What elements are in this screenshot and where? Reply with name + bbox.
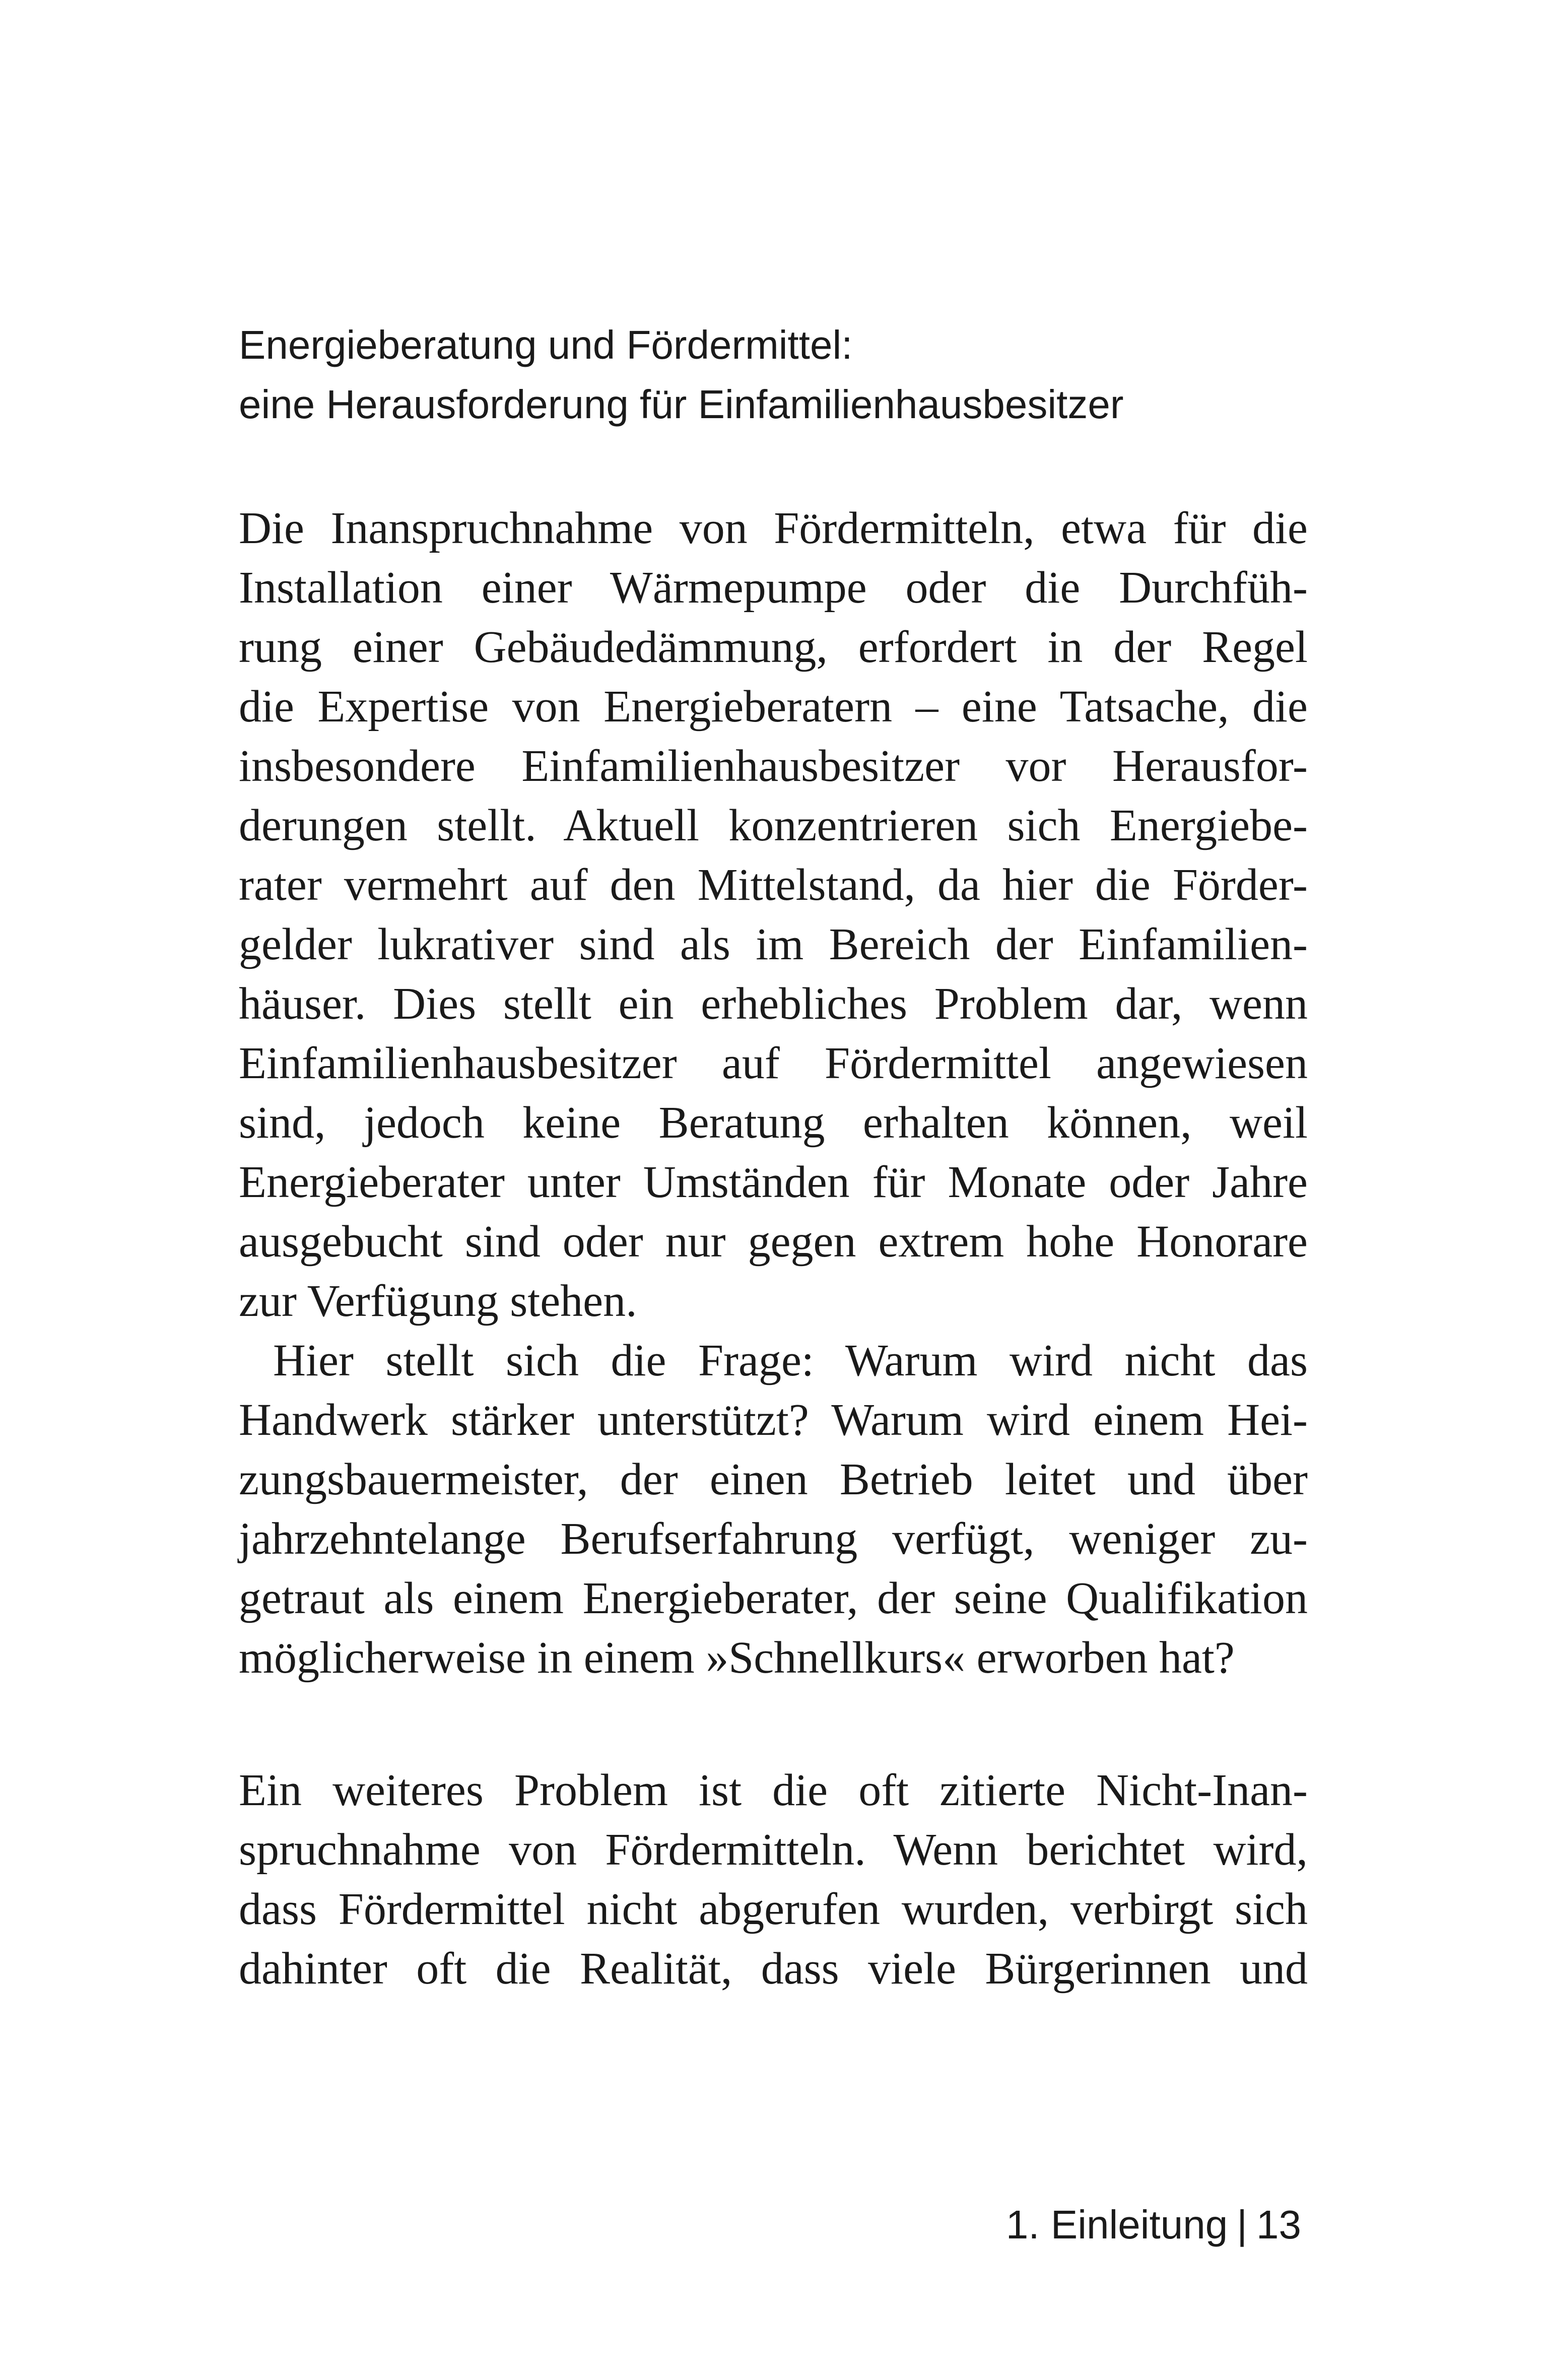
text-line: zur Verfügung stehen.	[239, 1276, 637, 1326]
text-line: gelder lukrativer sind als im Bereich der Einfamilien-	[239, 919, 1308, 969]
body-text-block-1	[239, 499, 1308, 1688]
chapter-label: 1. Einleitung	[1005, 2202, 1228, 2247]
page-footer	[856, 2200, 1301, 2250]
text-line: Einfamilienhausbesitzer auf Fördermittel angewiesen	[239, 1038, 1308, 1088]
text-line: häuser. Dies stellt ein erhebliches Problem dar, wenn	[239, 979, 1308, 1029]
page-number: 13	[1256, 2202, 1301, 2247]
section-heading	[239, 315, 1347, 434]
text-line: dahinter oft die Realität, dass viele Bürgerinnen und	[239, 1944, 1308, 1994]
text-line: spruchnahme von Fördermitteln. Wenn berichtet wird,	[239, 1825, 1308, 1875]
text-line: Die Inanspruchnahme von Fördermitteln, etwa für die	[239, 503, 1308, 553]
text-line: Handwerk stärker unterstützt? Warum wird einem Hei-	[239, 1395, 1308, 1445]
text-line: Energieberater unter Umständen für Monate oder Jahre	[239, 1157, 1308, 1207]
text-line: dass Fördermittel nicht abgerufen wurden, verbirgt sich	[239, 1884, 1308, 1934]
text-line: Installation einer Wärmepumpe oder die Durchfüh-	[239, 563, 1308, 613]
footer-separator: |	[1237, 2202, 1248, 2247]
text-line: die Expertise von Energieberatern – eine Tatsache, die	[239, 682, 1308, 732]
text-line: möglicherweise in einem »Schnellkurs« erworben hat?	[239, 1633, 1235, 1683]
text-line: rung einer Gebäudedämmung, erfordert in der Regel	[239, 622, 1308, 672]
heading-line-2: eine Herausforderung für Einfamilienhausbesitzer	[239, 382, 1124, 427]
paragraph-1	[239, 499, 1308, 1331]
text-line: jahrzehntelange Berufserfahrung verfügt, weniger zu-	[239, 1514, 1308, 1564]
text-line: derungen stellt. Aktuell konzentrieren sich Energiebe-	[239, 801, 1308, 850]
text-line: Hier stellt sich die Frage: Warum wird nicht das	[273, 1336, 1308, 1385]
text-line: Ein weiteres Problem ist die oft zitierte Nicht-Inan-	[239, 1765, 1308, 1815]
text-line: ausgebucht sind oder nur gegen extrem hohe Honorare	[239, 1217, 1308, 1267]
body-text-block-2	[239, 1761, 1308, 1999]
text-line: sind, jedoch keine Beratung erhalten können, weil	[239, 1098, 1308, 1148]
text-line: rater vermehrt auf den Mittelstand, da hier die Förder-	[239, 860, 1308, 910]
text-line: insbesondere Einfamilienhausbesitzer vor Herausfor-	[239, 741, 1308, 791]
text-line: zungsbauermeister, der einen Betrieb leitet und über	[239, 1455, 1308, 1504]
text-line: getraut als einem Energieberater, der seine Qualifikation	[239, 1573, 1308, 1623]
heading-line-1: Energieberatung und Fördermittel:	[239, 322, 853, 367]
paragraph-2	[239, 1331, 1308, 1688]
paragraph-3	[239, 1761, 1308, 1999]
